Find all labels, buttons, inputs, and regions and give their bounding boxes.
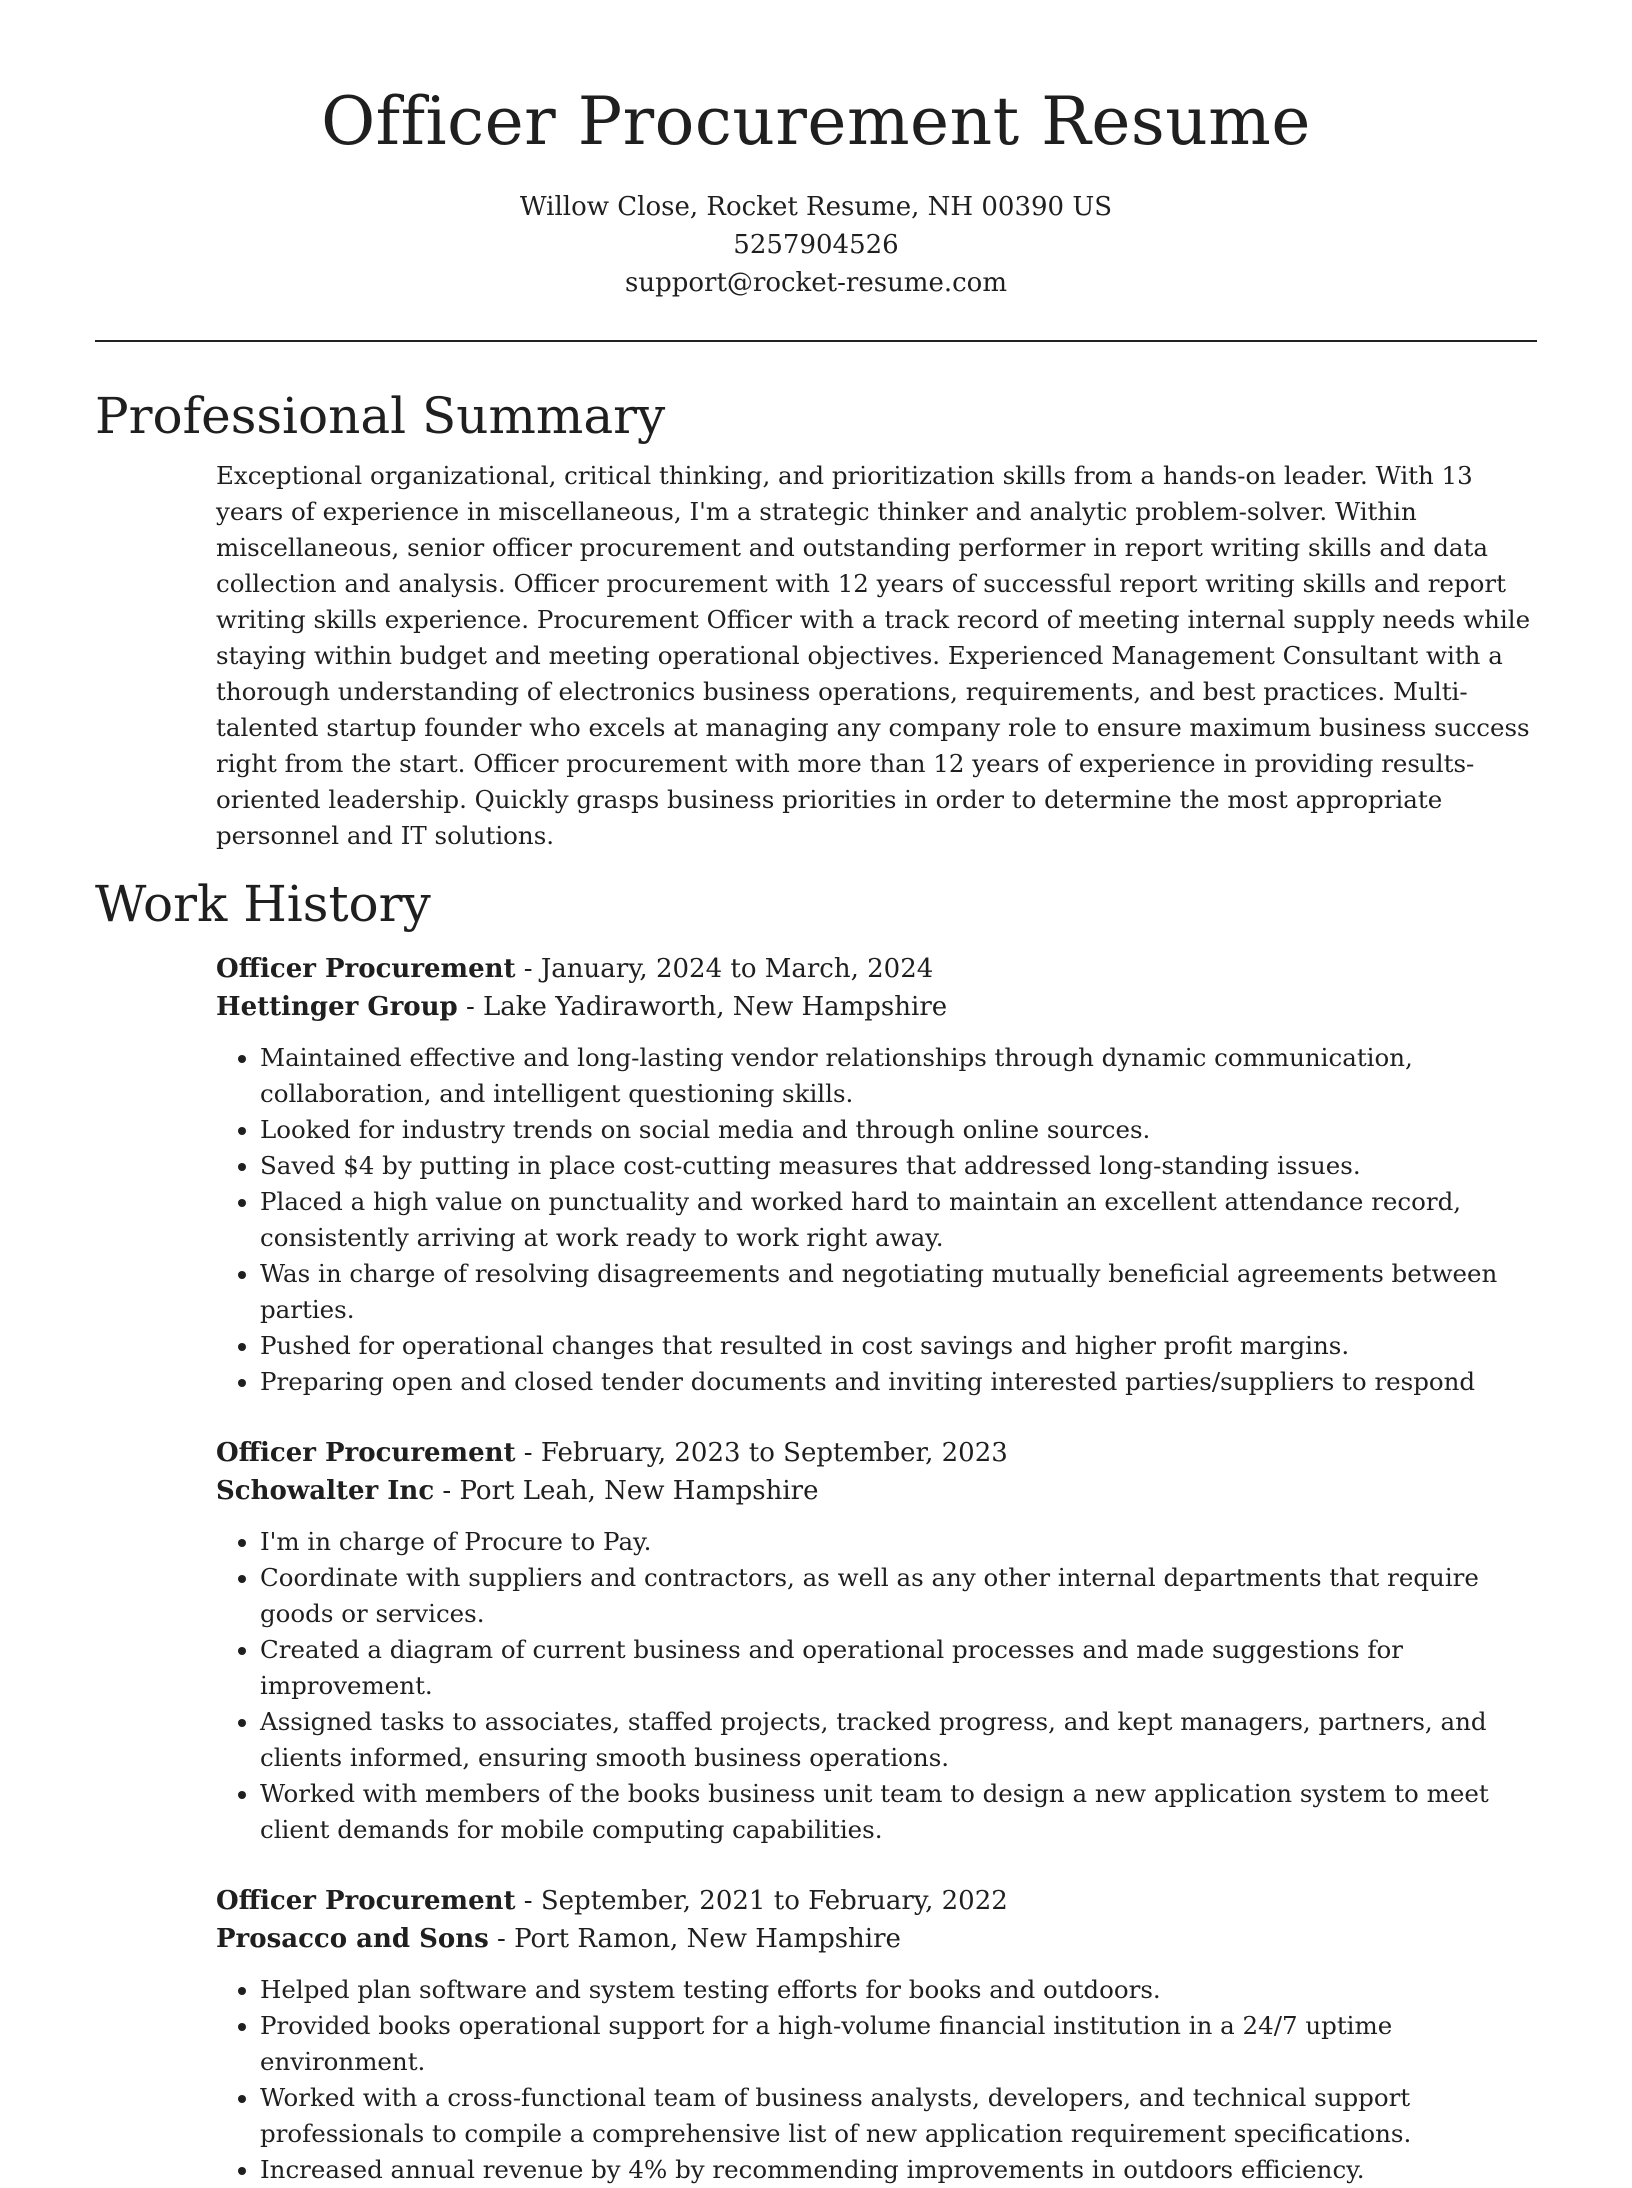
list-item: • Helped plan software and system testing efforts for books and outdoors. <box>260 1972 1537 2008</box>
job-bullets <box>216 1524 1537 1848</box>
list-item: • I'm in charge of Procure to Pay. <box>260 1524 1537 1560</box>
list-item: • Pushed for operational changes that resulted in cost savings and higher profit margins. <box>260 1328 1537 1364</box>
list-item: • Worked with a cross-functional team of business analysts, developers, and technical support professionals to compile a comprehensive list of new application requirement specifications. <box>260 2080 1537 2152</box>
list-item: • Placed a high value on punctuality and worked hard to maintain an excellent attendance record, consistently arriving at work ready to work right away. <box>260 1184 1537 1256</box>
list-item: • Preparing open and closed tender documents and inviting interested parties/suppliers to respond <box>260 1364 1537 1400</box>
address: Willow Close, Rocket Resume, NH 00390 US <box>519 191 1113 222</box>
job-company-line <box>216 1920 1537 1958</box>
job-role: Officer Procurement <box>216 1885 516 1916</box>
list-item: • Looked for industry trends on social media and through online sources. <box>260 1112 1537 1148</box>
summary-body <box>95 458 1537 854</box>
list-item: • Assigned tasks to associates, staffed projects, tracked progress, and kept managers, partners, and clients informed, ensuring smooth business operations. <box>260 1704 1537 1776</box>
job-location: - Port Leah, New Hampshire <box>434 1475 819 1506</box>
list-item: • Increased annual revenue by 4% by recommending improvements in outdoors efficiency. <box>260 2152 1537 2188</box>
job-company-line <box>216 988 1537 1026</box>
job-bullets <box>216 1040 1537 1400</box>
list-item: • Was in charge of resolving disagreements and negotiating mutually beneficial agreements between parties. <box>260 1256 1537 1328</box>
header-divider <box>95 340 1537 342</box>
job-dates: - January, 2024 to March, 2024 <box>515 953 934 984</box>
list-item: • Created a diagram of current business and operational processes and made suggestions for improvement. <box>260 1632 1537 1704</box>
list-item: • Saved $4 by putting in place cost-cutting measures that addressed long-standing issues. <box>260 1148 1537 1184</box>
job-bullets <box>216 1972 1537 2188</box>
job-title-line <box>216 1882 1537 1920</box>
job-dates: - September, 2021 to February, 2022 <box>515 1885 1008 1916</box>
job-entry <box>216 950 1537 1400</box>
job-company-line <box>216 1472 1537 1510</box>
summary-heading: Professional Summary <box>95 386 666 445</box>
job-role: Officer Procurement <box>216 953 516 984</box>
job-title-line <box>216 1434 1537 1472</box>
resume-title: Officer Procurement Resume <box>321 83 1311 160</box>
summary-text: Exceptional organizational, critical thinking, and prioritization skills from a hands-on leader. With 13 years of experience in miscellaneous, I'm a strategic thinker and analytic problem-solver. Within miscellaneous, senior officer procurement and outstanding performer in report writing skills and data collection and analysis. Officer procurement with 12 years of successful report writing skills and report writing skills experience. Procurement Officer with a track record of meeting internal supply needs while staying within budget and meeting operational objectives. Experienced Management Consultant with a thorough understanding of electronics business operations, requirements, and best practices. Multi-talented startup founder who excels at managing any company role to ensure maximum business success right from the start. Officer procurement with more than 12 years of experience in providing results-oriented leadership. Quickly grasps business priorities in order to determine the most appropriate personnel and IT solutions. <box>216 460 1531 850</box>
resume-header <box>95 0 1537 302</box>
job-company: Prosacco and Sons <box>216 1923 489 1954</box>
list-item: • Maintained effective and long-lasting vendor relationships through dynamic communication, collaboration, and intelligent questioning skills. <box>260 1040 1537 1112</box>
job-role: Officer Procurement <box>216 1437 516 1468</box>
list-item: • Provided books operational support for a high-volume financial institution in a 24/7 uptime environment. <box>260 2008 1537 2080</box>
job-company: Hettinger Group <box>216 991 458 1022</box>
work-history-body <box>95 950 1537 2188</box>
job-entry <box>216 1882 1537 2188</box>
job-company: Schowalter Inc <box>216 1475 435 1506</box>
job-location: - Lake Yadiraworth, New Hampshire <box>457 991 948 1022</box>
phone: 5257904526 <box>733 229 899 260</box>
email: support@rocket-resume.com <box>624 267 1007 298</box>
list-item: • Coordinate with suppliers and contractors, as well as any other internal departments that require goods or services. <box>260 1560 1537 1632</box>
work-history-heading: Work History <box>95 874 431 933</box>
job-entry <box>216 1434 1537 1848</box>
list-item: • Worked with members of the books business unit team to design a new application system to meet client demands for mobile computing capabilities. <box>260 1776 1537 1848</box>
job-title-line <box>216 950 1537 988</box>
job-dates: - February, 2023 to September, 2023 <box>515 1437 1008 1468</box>
job-location: - Port Ramon, New Hampshire <box>488 1923 901 1954</box>
